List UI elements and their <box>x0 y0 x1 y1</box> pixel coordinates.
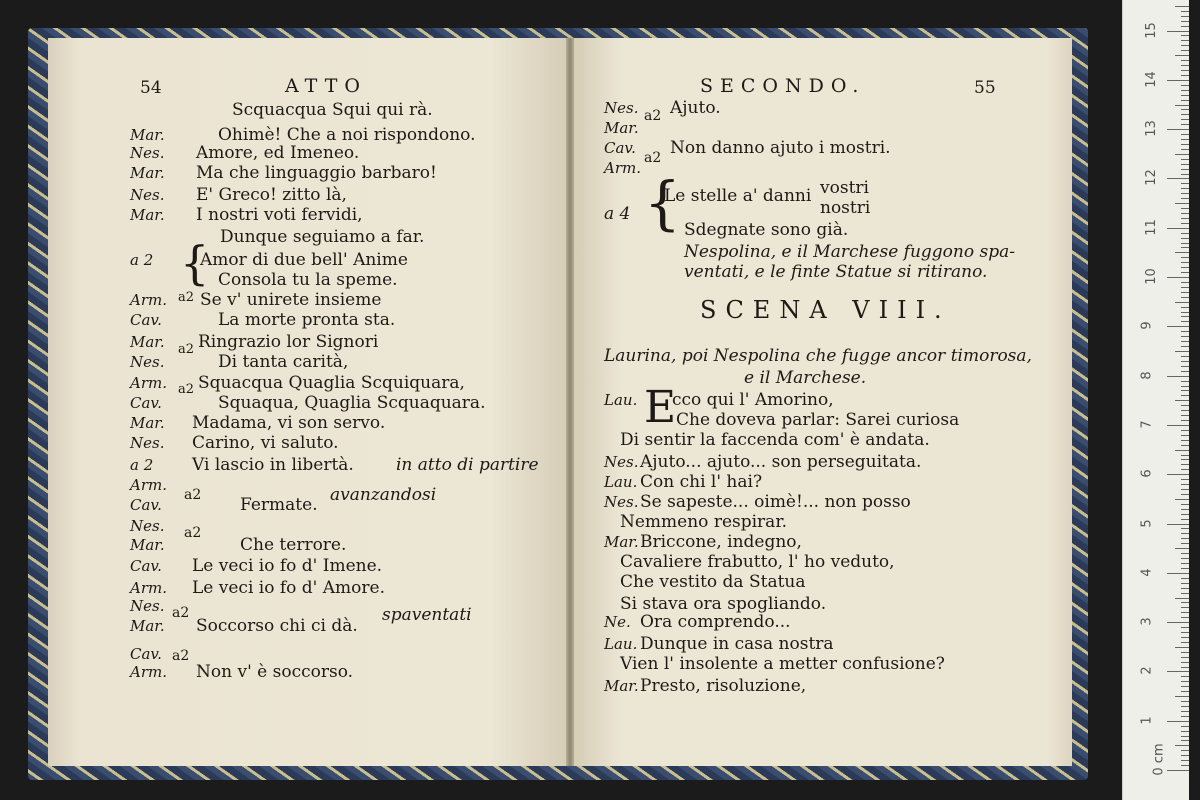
ruler-tick <box>1181 652 1189 653</box>
ruler-tick <box>1181 686 1189 687</box>
speaker-label: Mar. <box>604 119 639 137</box>
stage-direction: in atto di partire <box>396 455 539 475</box>
ruler-tick <box>1181 479 1189 480</box>
a2-marker: a2 <box>172 605 190 621</box>
ruler-tick <box>1181 238 1189 239</box>
ruler-tick <box>1181 85 1189 86</box>
speaker-label: Arm. <box>130 374 167 392</box>
ruler-tick <box>1181 489 1189 490</box>
verse-line: Con chi l' hai? <box>640 472 763 492</box>
scene-title: SCENA VIII. <box>700 296 951 324</box>
measurement-ruler <box>1122 0 1189 800</box>
speaker-label: Mar. <box>130 617 165 635</box>
ruler-tick <box>1181 100 1189 101</box>
speaker-label: Lau. <box>604 473 638 491</box>
ruler-tick <box>1181 716 1189 717</box>
speaker-label: Arm. <box>130 663 167 681</box>
speaker-label: Lau. <box>604 391 638 409</box>
ruler-tick <box>1181 65 1189 66</box>
ruler-tick <box>1181 662 1189 663</box>
ruler-tick <box>1167 622 1189 623</box>
ruler-tick <box>1181 114 1189 115</box>
ruler-tick <box>1181 607 1189 608</box>
verse-line: Madama, vi son servo. <box>192 413 386 433</box>
a2-marker: a2 <box>644 150 662 166</box>
ruler-tick <box>1167 573 1189 574</box>
ruler-tick <box>1181 420 1189 421</box>
ruler-tick <box>1175 203 1189 204</box>
ruler-tick <box>1181 356 1189 357</box>
ruler-number: 7 <box>1139 420 1155 429</box>
ruler-tick <box>1181 169 1189 170</box>
verse-line: Briccone, indegno, <box>640 532 802 552</box>
verse-line: Scquacqua Squi qui rà. <box>232 100 433 120</box>
speaker-label: Nes. <box>130 144 165 162</box>
ruler-tick <box>1181 676 1189 677</box>
ruler-tick <box>1175 351 1189 352</box>
speaker-label: Mar. <box>130 126 165 144</box>
verse-line: Fermate. <box>240 495 318 515</box>
ruler-tick <box>1175 6 1189 7</box>
ruler-tick <box>1167 770 1189 771</box>
verse-line: I nostri voti fervidi, <box>196 205 363 225</box>
ruler-tick <box>1181 760 1189 761</box>
verse-line: Le veci io fo d' Amore. <box>192 578 385 598</box>
ruler-tick <box>1167 721 1189 722</box>
ruler-tick <box>1175 499 1189 500</box>
ruler-tick <box>1181 765 1189 766</box>
speaker-label: Cav. <box>130 645 162 663</box>
a2-marker: a2 <box>178 342 195 357</box>
a2-marker: a2 <box>172 648 190 664</box>
verse-line: Ora comprendo... <box>640 612 791 632</box>
verse-line: Se sapeste... oimè!... non posso <box>640 492 911 512</box>
stage-direction: ventati, e le finte Statue si ritirano. <box>684 262 988 282</box>
ruler-tick <box>1181 60 1189 61</box>
ruler-tick <box>1181 504 1189 505</box>
ruler-tick <box>1181 267 1189 268</box>
verse-line: Se v' unirete insieme <box>200 290 382 310</box>
ruler-tick <box>1175 647 1189 648</box>
speaker-label: Mar. <box>130 164 165 182</box>
ruler-tick <box>1181 188 1189 189</box>
ruler-tick <box>1181 588 1189 589</box>
ruler-tick <box>1167 376 1189 377</box>
ruler-tick <box>1181 11 1189 12</box>
ruler-tick <box>1181 578 1189 579</box>
ruler-tick <box>1181 119 1189 120</box>
verse-line: Squacqua Quaglia Scquiquara, <box>198 373 465 393</box>
verse-line: E' Greco! zitto là, <box>196 185 347 205</box>
speaker-label: Mar. <box>604 533 639 551</box>
ruler-tick <box>1181 445 1189 446</box>
ruler-tick <box>1181 223 1189 224</box>
verse-line: Amore, ed Imeneo. <box>196 143 360 163</box>
ruler-tick <box>1181 667 1189 668</box>
stage-direction: Nespolina, e il Marchese fuggono spa- <box>684 242 1015 262</box>
ruler-tick <box>1181 50 1189 51</box>
speaker-label: Nes. <box>130 597 165 615</box>
ruler-number: 9 <box>1139 321 1155 330</box>
a4-marker: a 4 <box>604 204 631 224</box>
ruler-number: 11 <box>1143 218 1159 236</box>
ruler-number: 15 <box>1143 21 1159 39</box>
ruler-tick <box>1181 612 1189 613</box>
speaker-label: Cav. <box>130 311 162 329</box>
ruler-tick <box>1181 361 1189 362</box>
ruler-tick <box>1181 21 1189 22</box>
ruler-tick <box>1175 598 1189 599</box>
ruler-tick <box>1181 533 1189 534</box>
ruler-tick <box>1181 341 1189 342</box>
ruler-unit: 0 cm <box>1151 743 1167 776</box>
ruler-tick <box>1181 519 1189 520</box>
ruler-tick <box>1181 243 1189 244</box>
verse-line: Vien l' insolente a metter confusione? <box>620 654 945 674</box>
ruler-tick <box>1181 528 1189 529</box>
ruler-tick <box>1181 415 1189 416</box>
ruler-tick <box>1181 711 1189 712</box>
ruler-tick <box>1167 31 1189 32</box>
chorus-line: Sdegnate sono già. <box>684 220 849 240</box>
ruler-tick <box>1181 174 1189 175</box>
ruler-tick <box>1167 80 1189 81</box>
ruler-tick <box>1181 553 1189 554</box>
ruler-tick <box>1181 430 1189 431</box>
speaker-label: Cav. <box>130 557 162 575</box>
ruler-tick <box>1167 524 1189 525</box>
verse-line: Ma che linguaggio barbaro! <box>196 163 437 183</box>
speaker-label: Mar. <box>130 414 165 432</box>
ruler-number: 8 <box>1139 370 1155 380</box>
a2-marker: a2 <box>644 108 662 124</box>
verse-line: Consola tu la speme. <box>218 270 398 290</box>
speaker-label: Nes. <box>130 353 165 371</box>
ruler-tick <box>1167 129 1189 130</box>
ruler-tick <box>1181 706 1189 707</box>
ruler-number: 5 <box>1139 518 1155 528</box>
speaker-label: Nes. <box>130 186 165 204</box>
speaker-label: Nes. <box>130 517 165 535</box>
speaker-label: Arm. <box>130 476 167 494</box>
verse-line: Nemmeno respirar. <box>620 512 787 532</box>
verse-line: Si stava ora spogliando. <box>620 594 827 614</box>
a2-marker: a2 <box>184 525 202 541</box>
ruler-tick <box>1167 671 1189 672</box>
ruler-tick <box>1175 745 1189 746</box>
ruler-tick <box>1181 593 1189 594</box>
book-gutter <box>566 38 574 766</box>
ruler-tick <box>1181 213 1189 214</box>
scene-intro: e il Marchese. <box>744 368 867 388</box>
ruler-tick <box>1181 149 1189 150</box>
ruler-number: 3 <box>1139 617 1155 626</box>
brace: { <box>180 236 210 290</box>
verse-line: Amor di due bell' Anime <box>200 250 408 270</box>
left-page-number: 54 <box>140 78 162 98</box>
ruler-tick <box>1181 346 1189 347</box>
ruler-tick <box>1181 681 1189 682</box>
ruler-tick <box>1181 90 1189 91</box>
ruler-tick <box>1181 731 1189 732</box>
ruler-tick <box>1181 469 1189 470</box>
speaker-label: Cav. <box>130 496 162 514</box>
ruler-tick <box>1181 538 1189 539</box>
stage-direction: spaventati <box>382 605 472 625</box>
ruler-tick <box>1181 509 1189 510</box>
speaker-label: Mar. <box>130 206 165 224</box>
ruler-tick <box>1181 440 1189 441</box>
verse-line: cco qui l' Amorino, <box>672 390 834 410</box>
ruler-tick <box>1175 548 1189 549</box>
verse-line: Non v' è soccorso. <box>196 662 354 682</box>
ruler-tick <box>1181 410 1189 411</box>
speaker-label: Mar. <box>130 333 165 351</box>
ruler-tick <box>1181 632 1189 633</box>
a2-marker: a2 <box>178 382 195 397</box>
ruler-tick <box>1181 139 1189 140</box>
right-running-header: SECONDO. <box>700 75 866 97</box>
ruler-tick <box>1181 40 1189 41</box>
verse-line: Vi lascio in libertà. <box>192 455 354 475</box>
ruler-tick <box>1167 474 1189 475</box>
ruler-number: 2 <box>1139 666 1155 676</box>
ruler-tick <box>1181 395 1189 396</box>
ruler-tick <box>1181 292 1189 293</box>
ruler-tick <box>1181 316 1189 317</box>
ruler-tick <box>1181 617 1189 618</box>
ruler-tick <box>1181 366 1189 367</box>
ruler-number: 6 <box>1139 469 1155 478</box>
ruler-tick <box>1167 178 1189 179</box>
ruler-number: 1 <box>1139 716 1155 725</box>
speaker-label: a 2 <box>130 251 154 269</box>
ruler-tick <box>1181 233 1189 234</box>
speaker-label: Arm. <box>130 579 167 597</box>
ruler-tick <box>1181 455 1189 456</box>
ruler-tick <box>1181 755 1189 756</box>
ruler-tick <box>1181 484 1189 485</box>
speaker-label: Nes. <box>130 434 165 452</box>
speaker-label: Cav. <box>604 139 636 157</box>
ruler-tick <box>1181 558 1189 559</box>
verse-line: Carino, vi saluto. <box>192 433 339 453</box>
ruler-tick <box>1181 109 1189 110</box>
ruler-tick <box>1181 331 1189 332</box>
ruler-tick <box>1181 726 1189 727</box>
ruler-tick <box>1181 287 1189 288</box>
ruler-tick <box>1181 307 1189 308</box>
chorus-line: Le stelle a' danni <box>664 186 812 206</box>
ruler-tick <box>1181 494 1189 495</box>
ruler-tick <box>1181 247 1189 248</box>
ruler-tick <box>1181 26 1189 27</box>
verse-line: Presto, risoluzione, <box>640 676 807 696</box>
speaker-label: Lau. <box>604 635 638 653</box>
ruler-tick <box>1181 272 1189 273</box>
scene-intro: Laurina, poi Nespolina che fugge ancor timorosa, <box>604 346 1032 366</box>
ruler-tick <box>1181 124 1189 125</box>
ruler-tick <box>1181 642 1189 643</box>
speaker-label: a 2 <box>130 456 154 474</box>
ruler-tick <box>1181 563 1189 564</box>
ruler-tick <box>1181 312 1189 313</box>
ruler-tick <box>1181 514 1189 515</box>
ruler-tick <box>1167 326 1189 327</box>
speaker-label: Cav. <box>130 394 162 412</box>
ruler-tick <box>1181 543 1189 544</box>
ruler-tick <box>1181 262 1189 263</box>
right-page-number: 55 <box>974 78 996 98</box>
ruler-tick <box>1181 198 1189 199</box>
ruler-tick <box>1181 45 1189 46</box>
ruler-tick <box>1181 740 1189 741</box>
ruler-tick <box>1181 583 1189 584</box>
ruler-tick <box>1181 144 1189 145</box>
speaker-label: Arm. <box>604 159 641 177</box>
ruler-number: 13 <box>1143 120 1159 137</box>
verse-line: Di tanta carità, <box>218 352 349 372</box>
ruler-tick <box>1175 302 1189 303</box>
ruler-tick <box>1181 193 1189 194</box>
ruler-tick <box>1181 435 1189 436</box>
ruler-tick <box>1181 736 1189 737</box>
speaker-label: Mar. <box>130 536 165 554</box>
verse-line: Non danno ajuto i mostri. <box>670 138 891 158</box>
verse-line: Che doveva parlar: Sarei curiosa <box>676 410 960 430</box>
stage-direction: avanzandosi <box>330 485 437 505</box>
ruler-tick <box>1181 381 1189 382</box>
ruler-tick <box>1175 450 1189 451</box>
verse-line: Che vestito da Statua <box>620 572 806 592</box>
ruler-number: 4 <box>1139 568 1155 577</box>
verse-line: Ajuto... ajuto... son perseguitata. <box>640 452 922 472</box>
chorus-alt: vostri <box>820 178 869 198</box>
speaker-label: Nes. <box>604 453 639 471</box>
ruler-tick <box>1181 95 1189 96</box>
ruler-tick <box>1181 390 1189 391</box>
ruler-tick <box>1181 183 1189 184</box>
ruler-tick <box>1181 637 1189 638</box>
verse-line: Di sentir la faccenda com' è andata. <box>620 430 930 450</box>
verse-line: Soccorso chi ci dà. <box>196 616 358 636</box>
ruler-tick <box>1181 464 1189 465</box>
ruler-tick <box>1181 750 1189 751</box>
ruler-tick <box>1181 297 1189 298</box>
ruler-tick <box>1175 696 1189 697</box>
ruler-tick <box>1181 627 1189 628</box>
ruler-tick <box>1175 105 1189 106</box>
ruler-tick <box>1181 257 1189 258</box>
ruler-tick <box>1167 228 1189 229</box>
ruler-tick <box>1181 70 1189 71</box>
ruler-tick <box>1181 134 1189 135</box>
ruler-tick <box>1181 459 1189 460</box>
ruler-tick <box>1181 691 1189 692</box>
speaker-label: Nes. <box>604 493 639 511</box>
ruler-tick <box>1167 277 1189 278</box>
drop-cap: E <box>644 382 677 433</box>
verse-line: Ajuto. <box>670 98 721 118</box>
brace: { <box>644 169 681 237</box>
ruler-tick <box>1181 371 1189 372</box>
verse-line: Ringrazio lor Signori <box>198 332 379 352</box>
speaker-label: Mar. <box>604 677 639 695</box>
ruler-tick <box>1181 164 1189 165</box>
ruler-tick <box>1181 159 1189 160</box>
ruler-tick <box>1181 602 1189 603</box>
chorus-alt: nostri <box>820 198 871 218</box>
ruler-tick <box>1181 657 1189 658</box>
ruler-tick <box>1181 75 1189 76</box>
speaker-label: Nes. <box>604 99 639 117</box>
ruler-number: 10 <box>1143 268 1159 285</box>
ruler-tick <box>1181 405 1189 406</box>
verse-line: Dunque seguiamo a far. <box>220 227 425 247</box>
verse-line: Che terrore. <box>240 535 347 555</box>
a2-marker: a2 <box>178 290 195 305</box>
left-running-header: ATTO <box>285 75 367 97</box>
ruler-tick <box>1181 336 1189 337</box>
ruler-tick <box>1175 252 1189 253</box>
ruler-tick <box>1175 400 1189 401</box>
ruler-tick <box>1181 16 1189 17</box>
verse-line: Cavaliere frabutto, l' ho veduto, <box>620 552 895 572</box>
verse-line: Dunque in casa nostra <box>640 634 834 654</box>
ruler-tick <box>1181 321 1189 322</box>
ruler-tick <box>1181 701 1189 702</box>
speaker-label: Ne. <box>604 613 631 631</box>
verse-line: Le veci io fo d' Imene. <box>192 556 383 576</box>
ruler-tick <box>1175 55 1189 56</box>
ruler-tick <box>1175 154 1189 155</box>
ruler-tick <box>1181 208 1189 209</box>
a2-marker: a2 <box>184 487 202 503</box>
ruler-tick <box>1181 35 1189 36</box>
ruler-tick <box>1167 425 1189 426</box>
ruler-number: 12 <box>1143 169 1159 187</box>
verse-line: Squaqua, Quaglia Scquaquara. <box>218 393 486 413</box>
speaker-label: Arm. <box>130 291 167 309</box>
ruler-number: 14 <box>1143 71 1159 88</box>
ruler-tick <box>1181 218 1189 219</box>
verse-line: Ohimè! Che a noi rispondono. <box>218 125 476 145</box>
ruler-tick <box>1181 282 1189 283</box>
verse-line: La morte pronta sta. <box>218 310 396 330</box>
ruler-tick <box>1181 568 1189 569</box>
ruler-tick <box>1181 386 1189 387</box>
